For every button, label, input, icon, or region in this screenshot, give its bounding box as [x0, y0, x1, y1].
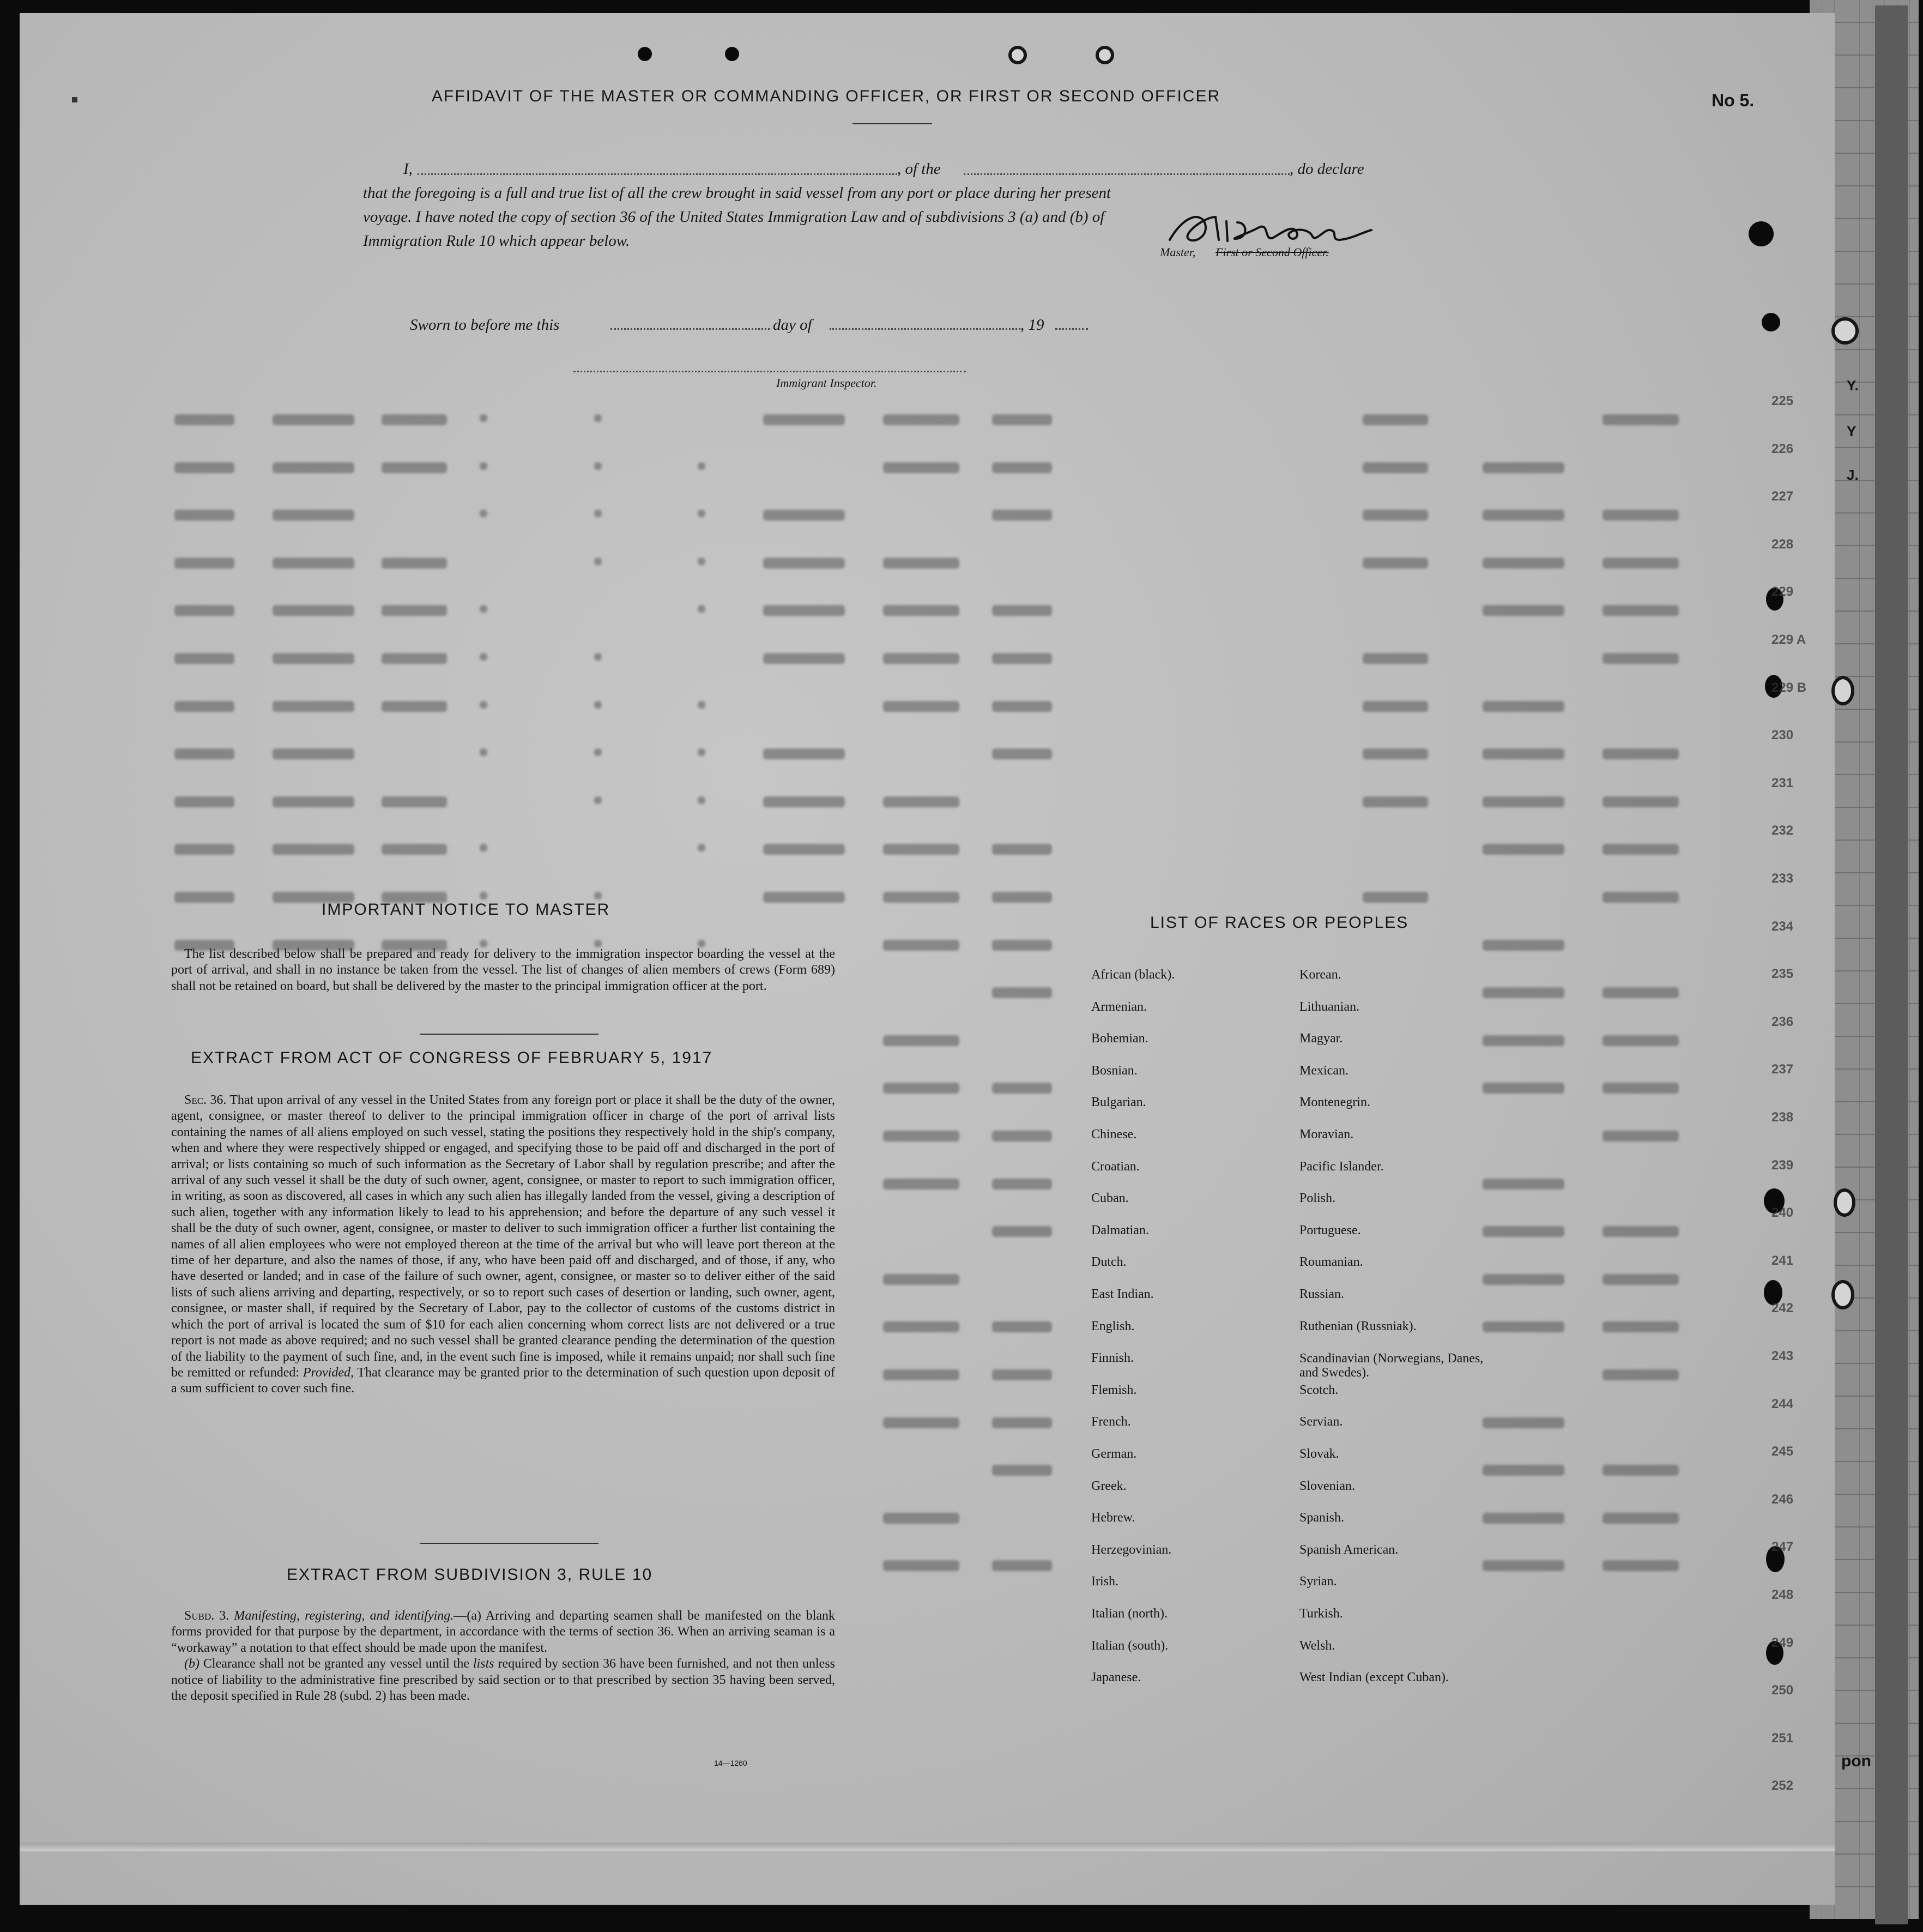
bleed-through-mark — [992, 414, 1052, 425]
bleed-through-mark — [698, 796, 705, 804]
sworn-month-blank — [830, 328, 1020, 330]
subd-b-text-2: required by section 36 have been furnished, and not then unless notice of liability to the administrative fine prescribed by said section or to that prescribed by section 35 having been served, the deposit specified in Rule 28 (subd. 2) has been made. — [171, 1657, 836, 1704]
inspector-label: Immigrant Inspector. — [776, 376, 877, 390]
bleed-through-mark — [992, 605, 1052, 616]
bleed-through-mark — [1363, 653, 1428, 664]
notice-text — [171, 946, 835, 994]
bleed-through-mark — [382, 796, 447, 807]
ledger-hole — [1831, 1280, 1854, 1309]
bleed-through-mark — [594, 462, 602, 470]
bleed-through-mark — [1483, 987, 1564, 998]
bleed-through-mark — [174, 462, 234, 473]
race-item: West Indian (except Cuban). — [1299, 1670, 1449, 1685]
bleed-through-mark — [992, 653, 1052, 664]
row-number: 227 — [1771, 489, 1794, 504]
bleed-through-mark — [883, 1369, 959, 1380]
race-item: Ruthenian (Russniak). — [1299, 1319, 1417, 1333]
race-item: English. — [1091, 1319, 1135, 1333]
bleed-through-mark — [273, 510, 354, 521]
sworn-year: , 19 — [1020, 316, 1044, 334]
bleed-through-mark — [1602, 1321, 1679, 1332]
binder-hole — [1762, 313, 1780, 331]
bleed-through-mark — [763, 796, 845, 807]
bleed-through-mark — [992, 940, 1052, 951]
row-number: 251 — [1771, 1730, 1794, 1746]
bleed-through-mark — [1602, 796, 1679, 807]
bleed-through-mark — [763, 748, 845, 759]
bleed-through-mark — [594, 414, 602, 422]
bleed-through-mark — [1483, 1465, 1564, 1476]
race-item: Portuguese. — [1299, 1223, 1361, 1237]
race-item: French. — [1091, 1415, 1131, 1429]
bleed-through-mark — [1602, 1131, 1679, 1142]
bleed-through-mark — [174, 510, 234, 521]
bleed-through-mark — [174, 796, 234, 807]
race-item: Spanish American. — [1299, 1542, 1399, 1557]
decl-i: I, — [403, 160, 413, 178]
row-number: 231 — [1771, 775, 1794, 790]
ledger-hole — [1831, 676, 1854, 705]
bleed-through-mark — [594, 653, 602, 661]
bleed-through-mark — [1602, 558, 1679, 569]
bleed-through-mark — [174, 892, 234, 903]
race-item: Turkish. — [1299, 1607, 1343, 1621]
bleed-through-mark — [174, 558, 234, 569]
sheet-number: No 5. — [1712, 90, 1755, 110]
race-item: Cuban. — [1091, 1191, 1129, 1206]
race-item: Japanese. — [1091, 1670, 1141, 1685]
race-item: Polish. — [1299, 1191, 1336, 1206]
notice-title: IMPORTANT NOTICE TO MASTER — [322, 901, 610, 919]
bleed-through-mark — [698, 558, 705, 565]
bleed-through-mark — [763, 414, 845, 425]
bleed-through-mark — [698, 605, 705, 613]
sworn-day-of: day of — [773, 316, 812, 334]
bleed-through-mark — [698, 462, 705, 470]
notice-paragraph: The list described below shall be prepared and ready for delivery to the immigration inspector boarding the vessel at the port of arrival, and shall in no instance be taken from the vessel. The list of changes of alien members of crews (Form 689) shall not be retained on board, but shall be delivered by the master to the principal immigration officer at the port. — [171, 947, 835, 993]
bleed-through-mark — [273, 701, 354, 712]
edge-mark: Y. — [1847, 377, 1859, 394]
bleed-through-mark — [273, 748, 354, 759]
binder-hole — [1749, 221, 1774, 246]
rule-extract-title: EXTRACT FROM SUBDIVISION 3, RULE 10 — [287, 1566, 653, 1584]
bleed-through-mark — [763, 605, 845, 616]
race-item: Dutch. — [1091, 1255, 1127, 1270]
bleed-through-mark — [992, 701, 1052, 712]
bleed-through-mark — [992, 462, 1052, 473]
bleed-through-mark — [763, 844, 845, 855]
vessel-blank — [964, 173, 1290, 175]
subd-label: Subd. 3. — [184, 1609, 229, 1623]
bleed-through-mark — [883, 414, 959, 425]
punch-hole — [1008, 46, 1027, 64]
act-body-end: That clearance may be granted prior to the determination of such question upon deposit of a sum sufficient to cover such fine. — [171, 1365, 836, 1396]
bleed-through-mark — [698, 510, 705, 517]
bleed-through-mark — [992, 510, 1052, 521]
bleed-through-mark — [992, 1179, 1052, 1190]
race-item: Italian (south). — [1091, 1638, 1169, 1653]
edge-mark: Y — [1847, 423, 1857, 439]
provided-label: Provided, — [303, 1365, 354, 1380]
bleed-through-mark — [174, 653, 234, 664]
bleed-through-mark — [1483, 1179, 1564, 1190]
title-rule — [852, 123, 932, 124]
act-extract-title: EXTRACT FROM ACT OF CONGRESS OF FEBRUARY 5, 1917 — [191, 1049, 713, 1067]
bleed-through-mark — [1483, 1417, 1564, 1428]
bleed-through-mark — [382, 653, 447, 664]
bleed-through-mark — [1363, 701, 1428, 712]
bleed-through-mark — [1483, 1226, 1564, 1237]
act-paragraph — [171, 1092, 835, 1397]
inspector-blank — [573, 371, 966, 372]
bleed-through-mark — [174, 605, 234, 616]
bleed-through-mark — [1602, 892, 1679, 903]
bleed-through-mark — [1483, 1083, 1564, 1094]
bleed-through-mark — [480, 414, 487, 422]
bleed-through-mark — [698, 748, 705, 756]
bleed-through-mark — [382, 701, 447, 712]
row-number: 247 — [1771, 1539, 1794, 1555]
row-number: 243 — [1771, 1349, 1794, 1363]
row-number: 225 — [1771, 394, 1794, 408]
bleed-through-mark — [883, 558, 959, 569]
bleed-through-mark — [1602, 1083, 1679, 1094]
bleed-through-mark — [1602, 1226, 1679, 1237]
race-item: Syrian. — [1299, 1574, 1337, 1589]
bleed-through-mark — [883, 605, 959, 616]
bleed-through-mark — [174, 748, 234, 759]
bleed-through-mark — [883, 653, 959, 664]
ledger-hole — [1831, 317, 1859, 345]
act-body: That upon arrival of any vessel in the United States from any foreign port or place it shall be the duty of the owner, agent, consignee, or master thereof to deliver to the principal immigration officer in charge of the port of arrival lists containing the names of all aliens employed on such vessel, stating the positions they respectively hold in the ship's company, when and where they were respectively shipped or engaged, and specifying those to be paid off and discharged in the port of arrival; or lists containing so much of such information as the Secretary of Labor shall by regulation prescribe; and after the arrival of any such vessel it shall be the duty of such owner, agent, consignee, or master to report to such immigration officer, in writing, as soon as discovered, all cases in which any such alien has illegally landed from the vessel, giving a description of such alien, together with any information likely to lead to his apprehension; and before the departure of any such vessel it shall be the duty of such owner, agent, consignee, or master to deliver to such immigration officer a further list containing the names of all alien employees who were not employed thereon at the time of the arrival but who will leave port thereon at the time of her departure, and also the names of those, if any, who have been paid off and discharged, and of those, if any, who have deserted or landed; and in case of the failure of such owner, agent, consignee, or master so to deliver either of the said lists of such aliens arriving and departing, respectively, or so to report such cases of desertion or landing, such owner, agent, consignee, or master shall, if required by the Secretary of Labor, pay to the collector of customs of the customs district in which the port of arrival is located the sum of $10 for each alien concerning whom correct lists are not delivered or a true report is not made as above required; and no such vessel shall be granted clearance pending the determination of the question of the liability to the payment of such fine, and, in the event such fine is imposed, while it remains unpaid; nor shall such fine be remitted or refunded: — [171, 1093, 835, 1380]
bleed-through-mark — [594, 748, 602, 756]
bleed-through-mark — [992, 987, 1052, 998]
subd-b-label: (b) — [184, 1657, 199, 1671]
bleed-through-mark — [1602, 1035, 1679, 1046]
bleed-through-mark — [480, 844, 487, 852]
race-item: East Indian. — [1091, 1287, 1154, 1301]
race-item: Welsh. — [1299, 1638, 1335, 1653]
act-extract-text — [171, 1092, 835, 1397]
bleed-through-mark — [1363, 796, 1428, 807]
bleed-through-mark — [382, 558, 447, 569]
race-item: Dalmatian. — [1091, 1223, 1149, 1237]
bleed-through-mark — [273, 462, 354, 473]
race-item: Bulgarian. — [1091, 1095, 1146, 1110]
race-item: Bosnian. — [1091, 1063, 1138, 1078]
bleed-through-mark — [480, 653, 487, 661]
ledger-hole — [1834, 1188, 1855, 1217]
punch-hole — [725, 47, 739, 61]
race-item: Chinese. — [1091, 1127, 1137, 1142]
bleed-through-mark — [992, 892, 1052, 903]
subd-a-text: —(a) Arriving and departing seamen shall be manifested on the blank forms provided for that purpose by the department, in accordance with the terms of section 36. When an arriving seaman is a “workaway” a notation to that effect should be made upon the manifest. — [171, 1609, 835, 1655]
bleed-through-mark — [594, 701, 602, 709]
bleed-through-mark — [1363, 748, 1428, 759]
bleed-through-mark — [883, 844, 959, 855]
bleed-through-mark — [992, 748, 1052, 759]
race-item: Bohemian. — [1091, 1031, 1148, 1046]
row-number: 234 — [1771, 919, 1794, 934]
row-number: 233 — [1771, 871, 1794, 886]
row-number: 245 — [1771, 1444, 1794, 1459]
bleed-through-mark — [883, 1513, 959, 1524]
bleed-through-mark — [273, 558, 354, 569]
rule-extract-text — [171, 1608, 835, 1704]
race-item: Roumanian. — [1299, 1255, 1363, 1270]
race-item: Slovenian. — [1299, 1478, 1355, 1493]
sworn-day-blank — [610, 328, 770, 330]
bleed-through-mark — [992, 1465, 1052, 1476]
bleed-through-mark — [594, 892, 602, 899]
name-blank — [418, 173, 897, 175]
bleed-through-mark — [1483, 510, 1564, 521]
punch-hole — [638, 47, 652, 61]
bleed-through-mark — [273, 653, 354, 664]
sec-label: Sec. 36. — [184, 1093, 227, 1107]
race-item: Italian (north). — [1091, 1607, 1168, 1621]
bleed-through-mark — [1602, 414, 1679, 425]
bleed-through-mark — [594, 796, 602, 804]
race-item: Scandinavian (Norwegians, Danes, and Swedes). — [1299, 1351, 1484, 1380]
race-item: Finnish. — [1091, 1351, 1134, 1366]
race-item: Greek. — [1091, 1478, 1127, 1493]
race-item: Russian. — [1299, 1287, 1345, 1301]
bleed-through-mark — [883, 1035, 959, 1046]
bleed-through-mark — [382, 462, 447, 473]
bleed-through-mark — [992, 1226, 1052, 1237]
bleed-through-mark — [273, 796, 354, 807]
row-number: 236 — [1771, 1014, 1794, 1029]
row-number: 250 — [1771, 1683, 1794, 1698]
race-item: Korean. — [1299, 968, 1341, 982]
row-number: 252 — [1771, 1778, 1794, 1794]
bleed-through-mark — [883, 1131, 959, 1142]
bleed-through-mark — [763, 558, 845, 569]
bleed-through-mark — [1363, 510, 1428, 521]
bleed-through-mark — [698, 701, 705, 709]
bleed-through-mark — [1483, 796, 1564, 807]
decl-line-3: voyage. I have noted the copy of section 36 of the United States Immigration Law and of subdivisions 3 (a) and (b) of — [363, 208, 1105, 226]
bleed-through-mark — [1483, 1321, 1564, 1332]
race-item: Armenian. — [1091, 999, 1147, 1014]
ledger-binding-strip — [1875, 5, 1908, 1924]
bleed-through-mark — [1602, 1369, 1679, 1380]
row-number: 241 — [1771, 1253, 1794, 1268]
master-label: Master, — [1160, 245, 1196, 259]
bleed-through-mark — [273, 414, 354, 425]
bottom-fold — [20, 1843, 1835, 1851]
row-number: 230 — [1771, 728, 1794, 743]
bleed-through-mark — [594, 558, 602, 565]
decl-do-declare: , do declare — [1290, 160, 1364, 178]
bleed-through-mark — [1483, 558, 1564, 569]
bleed-through-mark — [1602, 1274, 1679, 1285]
bleed-through-mark — [480, 462, 487, 470]
bleed-through-mark — [883, 1560, 959, 1571]
race-item: Hebrew. — [1091, 1511, 1135, 1525]
decl-line-2: that the foregoing is a full and true list of all the crew brought in said vessel from any port or place during her present — [363, 184, 1111, 202]
race-item: Montenegrin. — [1299, 1095, 1370, 1110]
bleed-through-mark — [382, 414, 447, 425]
bleed-through-mark — [992, 1417, 1052, 1428]
row-number: 238 — [1771, 1110, 1794, 1125]
bleed-through-mark — [992, 844, 1052, 855]
bleed-through-mark — [1363, 414, 1428, 425]
edge-mark: pon — [1841, 1752, 1871, 1770]
row-number: 237 — [1771, 1062, 1794, 1077]
bleed-through-mark — [1602, 1560, 1679, 1571]
bleed-through-mark — [1483, 940, 1564, 951]
form-code: 14—1260 — [714, 1759, 747, 1767]
bleed-through-mark — [1602, 748, 1679, 759]
bleed-through-mark — [480, 605, 487, 613]
bleed-through-mark — [883, 1321, 959, 1332]
race-item: Slovak. — [1299, 1447, 1339, 1461]
bleed-through-mark — [992, 1083, 1052, 1094]
decl-line-4: Immigration Rule 10 which appear below. — [363, 232, 630, 250]
affidavit-title: AFFIDAVIT OF THE MASTER OR COMMANDING OFFICER, OR FIRST OR SECOND OFFICER — [432, 87, 1221, 105]
bleed-through-mark — [480, 510, 487, 517]
bleed-through-mark — [1602, 1513, 1679, 1524]
race-item: African (black). — [1091, 968, 1175, 982]
race-item: Herzegovinian. — [1091, 1542, 1172, 1557]
bleed-through-mark — [382, 844, 447, 855]
race-item: Spanish. — [1299, 1511, 1345, 1525]
bleed-through-mark — [273, 844, 354, 855]
bleed-through-mark — [763, 510, 845, 521]
bleed-through-mark — [1363, 892, 1428, 903]
bleed-through-mark — [480, 701, 487, 709]
race-item: Mexican. — [1299, 1063, 1348, 1078]
subd-a-paragraph — [171, 1608, 835, 1656]
bleed-through-mark — [1483, 1274, 1564, 1285]
bleed-through-mark — [883, 1417, 959, 1428]
bleed-through-mark — [1483, 844, 1564, 855]
subd-b-lists: lists — [473, 1657, 494, 1671]
sworn-year-blank — [1055, 328, 1088, 330]
notice-rule — [420, 1034, 598, 1035]
bleed-through-mark — [698, 844, 705, 852]
bleed-through-mark — [594, 510, 602, 517]
race-item: Lithuanian. — [1299, 999, 1359, 1014]
bleed-through-mark — [992, 1131, 1052, 1142]
subd-b-paragraph — [171, 1656, 835, 1704]
row-number: 229 A — [1771, 632, 1806, 647]
act-rule — [420, 1543, 598, 1544]
bleed-through-mark — [883, 892, 959, 903]
row-number: 248 — [1771, 1587, 1794, 1602]
race-item: Servian. — [1299, 1415, 1343, 1429]
bleed-through-mark — [1483, 605, 1564, 616]
bleed-through-mark — [1483, 701, 1564, 712]
bleed-through-mark — [1602, 1465, 1679, 1476]
bleed-through-mark — [1602, 605, 1679, 616]
row-number: 249 — [1771, 1635, 1794, 1650]
race-item: Irish. — [1091, 1574, 1118, 1589]
race-item: Croatian. — [1091, 1159, 1140, 1174]
row-number: 242 — [1771, 1301, 1794, 1316]
race-item: Magyar. — [1299, 1031, 1343, 1046]
bleed-through-mark — [174, 844, 234, 855]
row-number: 240 — [1771, 1205, 1794, 1221]
bleed-through-mark — [174, 701, 234, 712]
bleed-through-mark — [1602, 510, 1679, 521]
bleed-through-mark — [992, 1369, 1052, 1380]
row-number: 229 B — [1771, 680, 1807, 695]
bleed-through-mark — [1483, 1035, 1564, 1046]
bleed-through-mark — [883, 701, 959, 712]
race-item: Moravian. — [1299, 1127, 1354, 1142]
races-title: LIST OF RACES OR PEOPLES — [1150, 914, 1409, 932]
row-number: 235 — [1771, 967, 1794, 982]
bleed-through-mark — [1483, 1560, 1564, 1571]
row-number: 239 — [1771, 1157, 1794, 1173]
bleed-through-mark — [883, 940, 959, 951]
bleed-through-mark — [174, 414, 234, 425]
bleed-through-mark — [480, 892, 487, 899]
bleed-through-mark — [480, 748, 487, 756]
bleed-through-mark — [883, 1179, 959, 1190]
bleed-through-mark — [883, 462, 959, 473]
bleed-through-mark — [883, 796, 959, 807]
bleed-through-mark — [763, 892, 845, 903]
bleed-through-mark — [1483, 748, 1564, 759]
race-item: Pacific Islander. — [1299, 1159, 1384, 1174]
sworn-before: Sworn to before me this — [410, 316, 560, 334]
bleed-through-mark — [1483, 462, 1564, 473]
row-number: 226 — [1771, 441, 1794, 456]
corner-mark — [72, 97, 77, 102]
bleed-through-mark — [273, 605, 354, 616]
race-item: German. — [1091, 1447, 1137, 1461]
edge-mark: J. — [1847, 467, 1859, 483]
bleed-through-mark — [1602, 653, 1679, 664]
officer-struck: First or Second Officer. — [1216, 245, 1329, 259]
bleed-through-mark — [883, 1083, 959, 1094]
bleed-through-mark — [1363, 558, 1428, 569]
row-number: 232 — [1771, 823, 1794, 838]
bleed-through-mark — [992, 1321, 1052, 1332]
punch-hole — [1096, 46, 1114, 64]
subd-heading: Manifesting, registering, and identifying. — [234, 1609, 454, 1623]
bleed-through-mark — [883, 1274, 959, 1285]
decl-of-the: , of the — [897, 160, 941, 178]
subd-b-text-1: Clearance shall not be granted any vessel until the — [203, 1657, 470, 1671]
row-number: 228 — [1771, 536, 1794, 552]
bleed-through-mark — [382, 605, 447, 616]
row-number: 246 — [1771, 1492, 1794, 1507]
bleed-through-mark — [1602, 987, 1679, 998]
row-number: 244 — [1771, 1396, 1794, 1411]
bleed-through-mark — [1483, 1513, 1564, 1524]
row-number: 229 — [1771, 584, 1794, 600]
bleed-through-mark — [1602, 844, 1679, 855]
bleed-through-mark — [1363, 462, 1428, 473]
bleed-through-mark — [763, 653, 845, 664]
bleed-through-mark — [992, 1560, 1052, 1571]
race-item: Flemish. — [1091, 1382, 1137, 1397]
race-item: Scotch. — [1299, 1382, 1339, 1397]
